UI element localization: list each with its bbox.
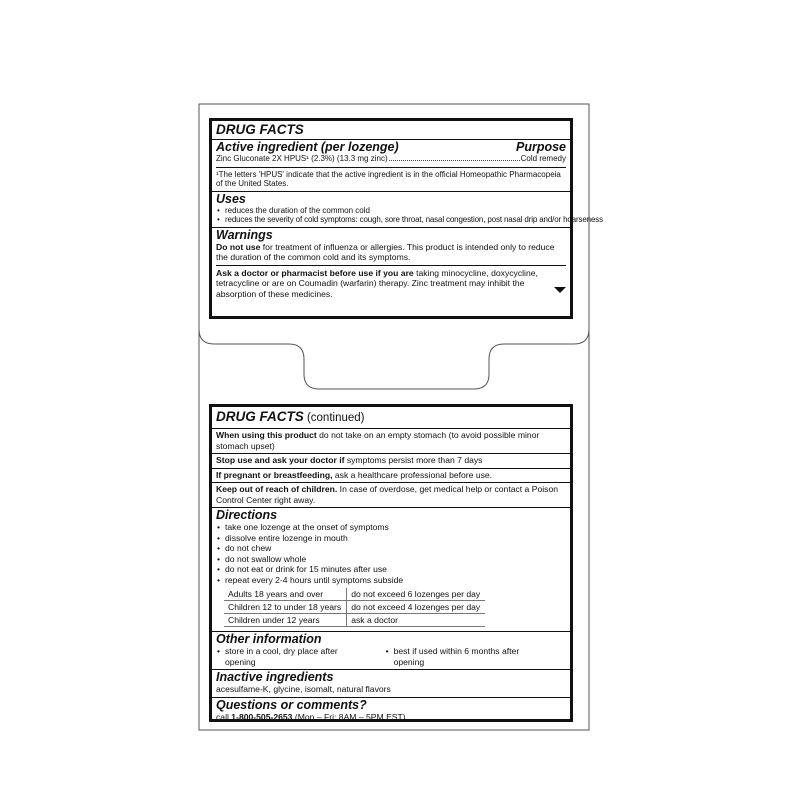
do-not-use-text: for treatment of influenza or allergies. This product is intended only to reduce the duration of the common cold and its symptoms. xyxy=(216,241,555,263)
ingredient-row xyxy=(216,154,566,164)
other-information-item: • best if used within 6 months after opening xyxy=(385,646,552,667)
purpose-heading: Purpose xyxy=(515,140,566,154)
continued-title: DRUG FACTS xyxy=(216,409,304,424)
inactive-ingredients-text: acesulfame-K, glycine, isomalt, natural flavors xyxy=(216,684,391,694)
continued-title-section xyxy=(212,407,570,429)
when-using-section xyxy=(212,429,570,454)
ask-doctor-warning xyxy=(216,266,566,300)
directions-item: • take one lozenge at the onset of symptoms xyxy=(216,522,566,533)
ask-doctor-text: taking minocycline, doxycycline, tetracycline or are on Coumadin (warfarin) therapy. Zinc treatment may inhibit the absorption of these medicines. xyxy=(216,267,538,299)
dosage-age: Children under 12 years xyxy=(224,614,347,627)
uses-section xyxy=(212,191,603,228)
ingredient-purpose: Cold remedy xyxy=(520,154,566,163)
drug-facts-panel xyxy=(209,118,603,319)
dosage-age: Adults 18 years and over xyxy=(224,588,347,601)
do-not-use-warning xyxy=(216,242,566,266)
warnings-section xyxy=(212,228,570,303)
when-using-label: When using this product xyxy=(216,430,317,440)
pregnancy-text: ask a healthcare professional before use. xyxy=(332,469,493,480)
do-not-use-label: Do not use xyxy=(216,241,261,252)
table-row xyxy=(224,588,485,601)
directions-section xyxy=(212,508,570,632)
ask-doctor-label: Ask a doctor or pharmacist before use if you are xyxy=(216,267,414,278)
pregnancy-label: If pregnant or breastfeeding, xyxy=(216,469,333,480)
directions-item: • do not chew xyxy=(216,543,566,554)
other-information-section xyxy=(212,632,570,670)
uses-item: • reduces the severity of cold symptoms: cough, sore throat, nasal congestion, post nasal drip and/or hoarseness xyxy=(216,215,566,225)
directions-item: • do not eat or drink for 15 minutes after use xyxy=(216,564,566,575)
call-prefix: call xyxy=(216,711,232,722)
when-using-text: do not take on an empty stomach (to avoid possible minor stomach upset) xyxy=(216,430,540,451)
questions-heading: Questions or comments? xyxy=(216,697,367,712)
drug-facts-title-section xyxy=(212,121,570,140)
active-ingredient-section xyxy=(212,140,570,192)
continued-label: (continued) xyxy=(303,412,365,424)
dot-leader xyxy=(389,160,520,161)
other-information-item: • store in a cool, dry place after opening xyxy=(216,646,371,667)
uses-item: • reduces the duration of the common cold xyxy=(216,206,566,216)
directions-item: • do not swallow whole xyxy=(216,554,566,565)
support-hours: (Mon – Fri: 8AM – 5PM EST) xyxy=(292,711,406,722)
phone-number: 1-800-505-2653 xyxy=(231,711,293,722)
directions-item: • dissolve entire lozenge in mouth xyxy=(216,533,566,544)
questions-contact xyxy=(216,712,566,723)
ingredient-name: Zinc Gluconate 2X HPUS¹ (2.3%) (13.3 mg zinc) xyxy=(216,154,388,163)
drug-facts-title: DRUG FACTS xyxy=(216,122,304,137)
stop-use-label: Stop use and ask your doctor if xyxy=(216,455,345,465)
questions-section xyxy=(212,698,570,725)
table-row xyxy=(224,601,485,614)
dosage-dose: do not exceed 4 lozenges per day xyxy=(347,601,486,614)
dosage-age: Children 12 to under 18 years xyxy=(224,601,347,614)
keep-out-text: In case of overdose, get medical help or contact a Poison Control Center right away. xyxy=(216,484,558,505)
active-ingredient-heading: Active ingredient (per lozenge) xyxy=(216,140,399,154)
directions-item: • repeat every 2-4 hours until symptoms subside xyxy=(216,575,566,586)
stop-use-section xyxy=(212,454,570,469)
keep-out-section xyxy=(212,483,570,508)
continue-arrow-icon xyxy=(554,287,566,293)
other-information-heading: Other information xyxy=(216,632,322,646)
keep-out-label: Keep out of reach of children. xyxy=(216,484,338,494)
table-row xyxy=(224,614,485,627)
directions-heading: Directions xyxy=(216,508,278,522)
hpus-footnote: ¹The letters 'HPUS' indicate that the active ingredient is in the official Homeopathic Pharmacopeia of the United States. xyxy=(216,167,566,189)
drug-facts-continued-panel xyxy=(209,404,573,722)
stop-use-text: symptoms persist more than 7 days xyxy=(344,455,483,465)
dosage-table xyxy=(224,588,485,627)
uses-heading: Uses xyxy=(216,191,246,206)
warnings-heading: Warnings xyxy=(216,227,273,242)
pregnancy-section xyxy=(212,469,570,484)
dosage-dose: do not exceed 6 lozenges per day xyxy=(347,588,486,601)
inactive-ingredients-section xyxy=(212,670,570,698)
inactive-ingredients-heading: Inactive ingredients xyxy=(216,670,334,684)
dosage-dose: ask a doctor xyxy=(347,614,486,627)
